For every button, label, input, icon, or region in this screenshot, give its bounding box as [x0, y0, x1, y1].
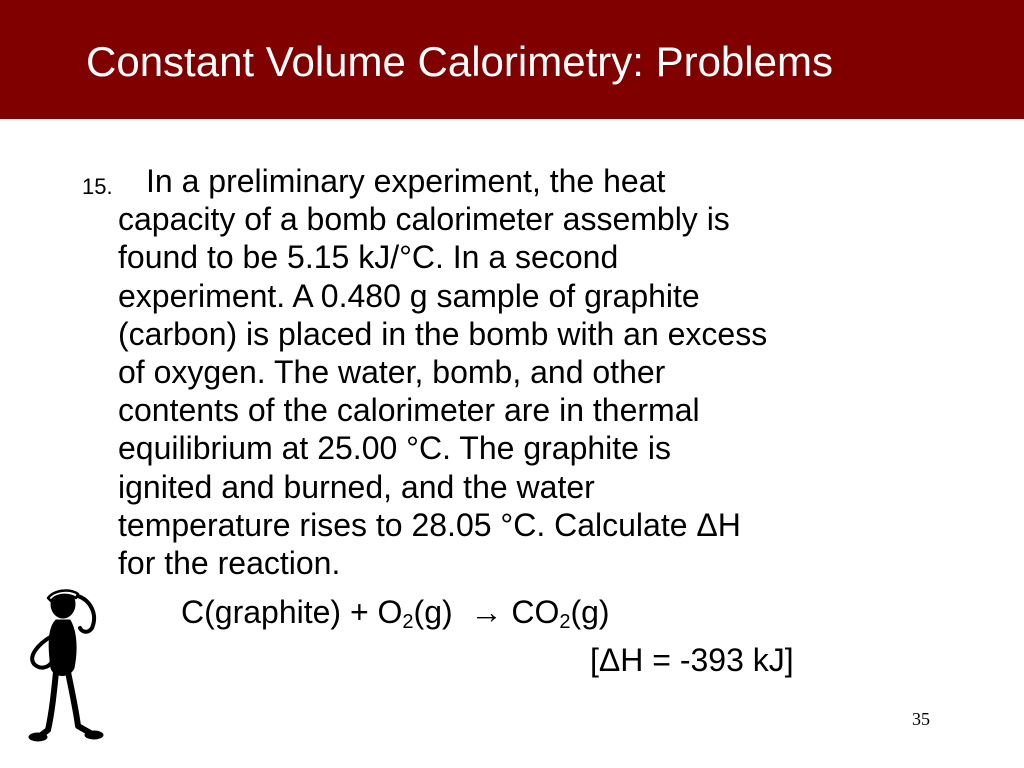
reaction-arrow: →	[470, 594, 503, 630]
title-bar	[0, 0, 1024, 119]
problem-line: experiment. A 0.480 g sample of graphite	[118, 277, 700, 314]
problem-line: found to be 5.15 kJ/°C. In a second	[118, 239, 619, 276]
problem-line: ignited and burned, and the water	[118, 468, 595, 505]
problem-line: (carbon) is placed in the bomb with an excess	[118, 315, 768, 352]
co2-state: (g)	[570, 594, 610, 630]
problem-number: 15.	[82, 174, 113, 199]
co2-subscript: 2	[559, 611, 571, 633]
problem-line: of oxygen. The water, bomb, and other	[118, 354, 666, 391]
problem-line: for the reaction.	[118, 545, 341, 582]
enthalpy-number: -393 kJ]	[679, 642, 794, 678]
plus-sign: +	[349, 594, 369, 630]
enthalpy-equals: =	[652, 642, 671, 678]
slide-title: Constant Volume Calorimetry: Problems	[86, 38, 833, 85]
chemical-equation	[181, 592, 610, 632]
problem-line: temperature rises to 28.05 °C. Calculate ΔH	[118, 506, 741, 543]
problem-line: In a preliminary experiment, the heat	[146, 163, 666, 199]
reactant-graphite: C(graphite)	[181, 594, 342, 630]
product-carbon-dioxide	[511, 594, 610, 633]
reactant-oxygen	[377, 594, 453, 633]
page-number: 35	[912, 709, 930, 729]
problem-line: capacity of a bomb calorimeter assembly is	[118, 201, 730, 238]
oxygen-subscript: 2	[402, 611, 414, 633]
problem-line: contents of the calorimeter are in thermal	[118, 392, 700, 429]
enthalpy-value	[590, 640, 794, 680]
thinking-figure-icon	[18, 584, 108, 746]
problem-text	[118, 162, 938, 582]
oxygen-state: (g)	[413, 594, 453, 630]
enthalpy-open: [ΔH	[590, 642, 644, 678]
co2-symbol: CO	[511, 594, 560, 630]
problem-line: equilibrium at 25.00 °C. The graphite is	[118, 430, 671, 467]
oxygen-symbol: O	[377, 594, 403, 630]
